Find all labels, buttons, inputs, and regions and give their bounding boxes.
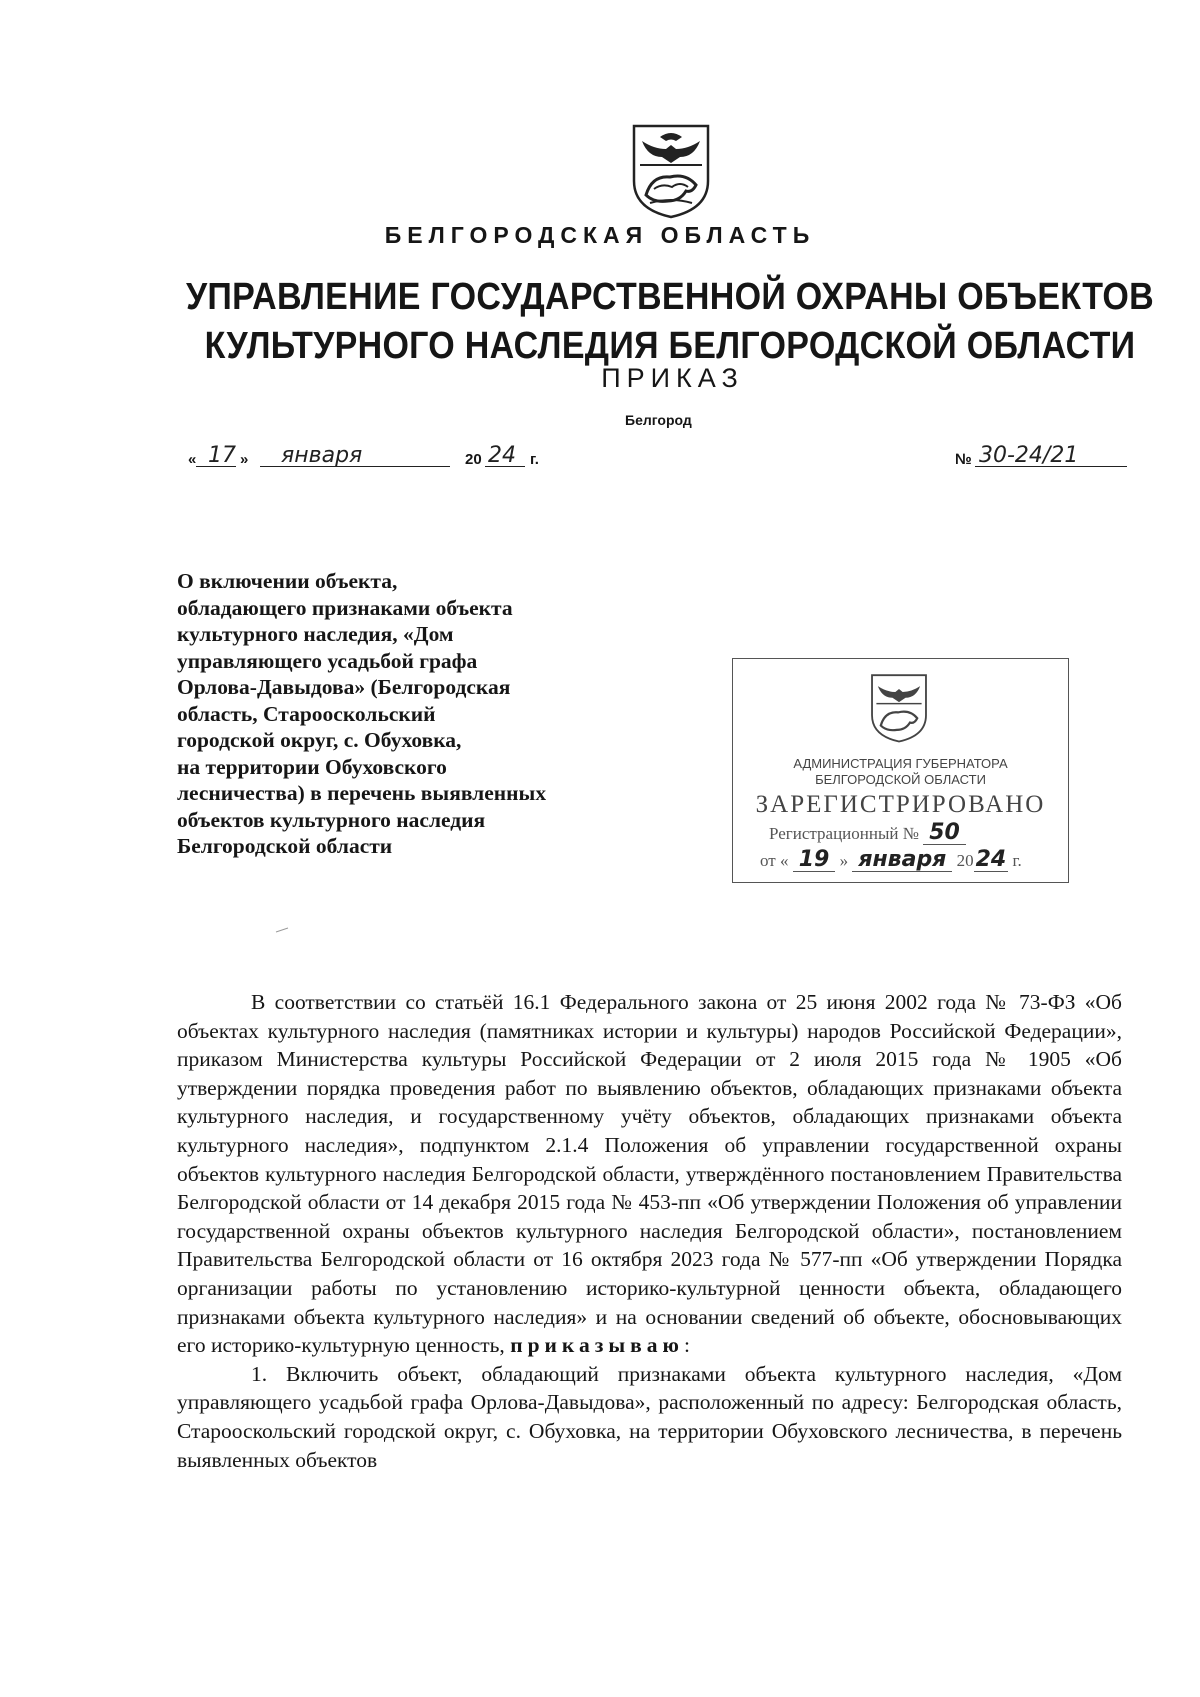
date-day: 17 [208, 443, 236, 468]
coat-of-arms-icon [630, 123, 712, 219]
date-close-quote: » [240, 451, 249, 468]
date-year-label: г. [530, 451, 539, 468]
stamp-year-prefix: 20 [956, 851, 974, 870]
subject-line: О включении объекта, [177, 569, 398, 593]
coat-of-arms-emblem [630, 123, 712, 219]
date-year-prefix: 20 [465, 451, 482, 468]
stamp-year-label: г. [1012, 851, 1022, 870]
date-year-suffix: 24 [488, 443, 516, 468]
stamp-date-from: от « [760, 851, 789, 870]
stamp-reg-number: 50 [929, 820, 960, 845]
stamp-registration-date [760, 847, 1022, 872]
stamp-registration-number [769, 820, 966, 845]
body-paragraph-text: В соответствии со статьёй 16.1 Федерального закона от 25 июня 2002 года № 73-ФЗ «Об объектах культурного наследия (памятниках истории и культуры) народов Российской Федерации», приказом Министерства культуры Российской Федерации от 2 июля 2015 года № 1905 «Об утверждении порядка проведения работ по выявлению объектов, обладающих признаками объекта культурного наследия, и государственному учёту объектов, обладающих признаками объекта культурного наследия», подпунктом 2.1.4 Положения об управлении государственной охраны объектов культурного наследия Белгородской области, утверждённого постановлением Правительства Белгородской области от 14 декабря 2015 года № 453-пп «Об утверждении Положения об управлении государственной охраны объектов культурного наследия Белгородской области», постановлением Правительства Белгородской области от 16 октября 2023 года № 577-пп «Об утверждении Порядка организации работы по установлению историко-культурной ценности объекта, обладающего признаками объекта культурного наследия» и на основании сведений об объекте, обосновывающих его историко-культурную ценность, [177, 990, 1122, 1358]
order-subject [177, 568, 647, 860]
subject-line: Белгородской области [177, 834, 393, 858]
registration-stamp [732, 658, 1069, 883]
subject-line: Орлова-Давыдова» (Белгородская [177, 675, 511, 699]
city: Белгород [625, 412, 692, 428]
subject-line: на территории Обуховского [177, 754, 447, 779]
stamp-administration [733, 756, 1068, 788]
stamp-day: 19 [798, 847, 830, 872]
stamp-month: января [858, 847, 947, 872]
stamp-admin-line: АДМИНИСТРАЦИЯ ГУБЕРНАТОРА [793, 756, 1008, 771]
agency-name [150, 272, 1190, 371]
date-open-quote: « [188, 451, 197, 468]
stamp-reg-label: Регистрационный № [769, 824, 919, 843]
stamp-emblem [868, 673, 930, 743]
subject-line: объектов культурного наследия [177, 807, 486, 832]
stamp-admin-line: БЕЛГОРОДСКОЙ ОБЛАСТИ [815, 772, 986, 787]
order-word: приказываю [510, 1333, 684, 1358]
stamp-year-suffix: 24 [975, 847, 1007, 872]
subject-line: культурного наследия, «Дом [177, 622, 454, 646]
number-label: № [955, 451, 972, 468]
agency-name-line: УПРАВЛЕНИЕ ГОСУДАРСТВЕННОЙ ОХРАНЫ ОБЪЕКТОВ [185, 275, 1155, 318]
date-month: января [281, 443, 363, 468]
subject-line: управляющего усадьбой графа [177, 648, 478, 673]
document-type: ПРИКАЗ [601, 363, 744, 393]
subject-line: городской округ, с. Обуховка, [177, 728, 462, 752]
body-paragraph [177, 988, 1122, 1360]
order-date [188, 440, 558, 472]
pen-mark [275, 920, 289, 926]
number-value: 30-24/21 [979, 443, 1079, 468]
agency-name-line: КУЛЬТУРНОГО НАСЛЕДИЯ БЕЛГОРОДСКОЙ ОБЛАСТИ [204, 324, 1136, 368]
subject-line: лесничества) в перечень выявленных [177, 781, 547, 805]
stamp-close-quote: » [839, 851, 849, 870]
order-body [177, 988, 1122, 1474]
stamp-status: ЗАРЕГИСТРИРОВАНО [755, 791, 1046, 818]
order-number [955, 440, 1135, 472]
order-colon: : [683, 1333, 690, 1358]
subject-line: обладающего признаками объекта [177, 595, 513, 620]
stamp-coat-of-arms-icon [868, 673, 930, 743]
region-title: БЕЛГОРОДСКАЯ ОБЛАСТЬ [384, 222, 816, 248]
body-paragraph: 1. Включить объект, обладающий признаками объекта культурного наследия, «Дом управляющего усадьбой графа Орлова-Давыдова», расположенный по адресу: Белгородская область, Старооскольский городской округ, с. Обуховка, на территории Обуховского лесничества, в перечень выявленных объектов [177, 1361, 1122, 1472]
subject-line: область, Старооскольский [177, 701, 436, 726]
